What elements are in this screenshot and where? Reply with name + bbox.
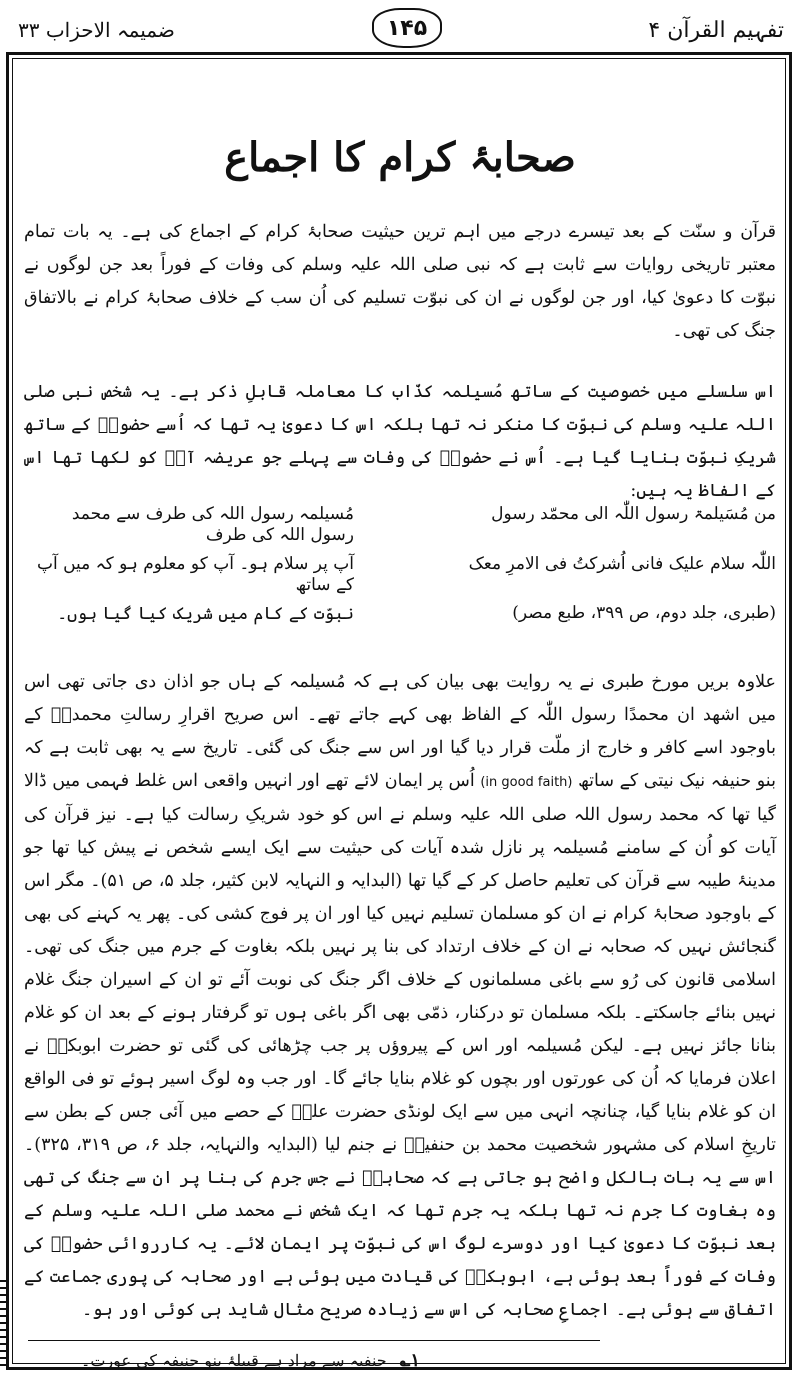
page-number-badge: ۱۴۵: [372, 8, 442, 48]
scan-edge-marks: [0, 1280, 6, 1370]
paragraph-intro: قرآن و سنّت کے بعد تیسرے درجے میں اہم ترین حیثیت صحابۂ کرام کے اجماع کی ہے۔ یہ بات تمام معتبر تاریخی روایات سے ثابت ہے کہ نبی صلی اللہ علیہ وسلم کی وفات کے فوراً بعد جن لوگوں نے نبوّت کا دعویٰ کیا، اور جن لوگوں نے ان کی نبوّت تسلیم کی اُن سب کے خلاف صحابۂ کرام نے بالاتفاق جنگ کی تھی۔: [24, 222, 776, 341]
paragraph-tabari-part-1: علاوہ بریں مورخ طبری نے یہ روایت بھی بیان کی ہے کہ مُسیلمہ کے ہاں جو اذان دی جاتی تھی اس میں اشھد ان محمدًا رسول اللّٰہ کے الفاظ بھی کہے جاتے تھے۔ اس صریح اقرارِ رسالتِ محمدیؐ کے باوجود اسے کافر و خارج از ملّت قرار دیا گیا اور اس سے جنگ کی گئی۔ تاریخ سے یہ بھی ثابت ہے کہ بنو حنیفہ نیک نیتی کے ساتھ: [24, 672, 776, 791]
in-good-faith-note: (in good faith): [480, 775, 573, 790]
footnote-mark: ۱؎: [399, 1350, 420, 1371]
paragraph-musaylima: اس سلسلے میں خصوصیت کے ساتھ مُسیلمہ کذّاب کا معاملہ قابلِ ذکر ہے۔ یہ شخص نبی صلی اللہ علیہ وسلم کی نبوّت کا منکر نہ تھا بلکہ اس کا دعویٰ یہ تھا کہ اُسے حضورؐ کے ساتھ شریکِ نبوّت بنایا گیا ہے۔ اُس نے حضورؐ کی وفات سے پہلے جو عریضہ آپؐ کو لکھا تھا اس کے الفاظ یہ ہیں:: [24, 382, 776, 501]
letter-urdu-line-1: مُسیلمہ رسول اللہ کی طرف سے محمد رسول اللہ کی طرف: [71, 504, 354, 545]
letter-urdu-line-2: آپ پر سلام ہو۔ آپ کو معلوم ہو کہ میں آپ کے ساتھ: [36, 554, 354, 595]
page-header: [10, 8, 790, 48]
footnote: [81, 1350, 420, 1371]
section-title: صحابۂ کرام کا اجماع: [224, 134, 576, 181]
paragraph-tabari-part-2: اُس پر ایمان لائے تھے اور انہیں واقعی اس غلط فہمی میں ڈالا گیا تھا کہ محمد رسول اللہ صلی اللہ علیہ وسلم نے اس کو خود شریکِ رسالت کیا ہے۔ نیز قرآن کی آیات کو اُن کے سامنے مُسیلمہ پر نازل شدہ آیات کی حیثیت سے ایک ایسے شخص نے پیش کیا تھا جو مدینۂ طیبہ سے قرآن کی تعلیم حاصل کر کے گیا تھا (البدایہ و النہایہ لابن کثیر، جلد ۵، ص ۵۱)۔ مگر اس کے باوجود صحابۂ کرام نے ان کو مسلمان تسلیم نہیں کیا اور ان پر فوج کشی کی۔ پھر یہ کہنے کی بھی گنجائش نہیں کہ صحابہ نے ان کے خلاف ارتداد کی بنا پر نہیں بلکہ بغاوت کے جرم میں جنگ کی تھی۔ اسلامی قانون کی رُو سے باغی مسلمانوں کے خلاف اگر جنگ کی نوبت آئے تو ان کے اسیران جنگ غلام نہیں بنائے جاسکتے۔ بلکہ مسلمان تو درکنار، ذمّی بھی اگر باغی ہوں تو گرفتار ہونے کے بعد ان کو غلام بنانا جائز نہیں ہے۔ لیکن مُسیلمہ اور اس کے پیروؤں پر جب چڑھائی کی گئی تو حضرت ابوبکرؓ نے اعلان فرمایا کہ اُن کی عورتوں اور بچوں کو غلام بنایا جائے گا۔ اور جب وہ لوگ اسیر ہوئے تو فی الواقع ان کو غلام بنایا گیا، چنانچہ انہی میں سے ایک لونڈی حضرت علیؓ کے حصے میں آئی جس کے بطن سے تاریخِ اسلام کی مشہور شخصیت محمد بن حنفیہؒ نے جنم لیا (البدایہ والنہایہ، جلد ۶، ص ۳۱۹، ۳۲۵)۔ اس سے یہ بات بالکل واضح ہو جاتی ہے کہ صحابہؓ نے جس جرم کی بنا پر ان سے جنگ کی تھی وہ بغاوت کا جرم نہ تھا بلکہ یہ جرم تھا کہ ایک شخص نے محمد صلی اللہ علیہ وسلم کے بعد نبوّت کا دعویٰ کیا اور دوسرے لوگ اس کی نبوّت پر ایمان لائے۔ یہ کارروائی حضورؐ کی وفات کے فوراً بعد ہوئی ہے، ابوبکرؓ کی قیادت میں ہوئی ہے اور صحابہ کی پوری جماعت کے اتفاق سے ہوئی ہے۔ اجماعِ صحابہ کی اس سے زیادہ صریح مثال شاید ہی کوئی اور ہو۔: [24, 771, 776, 1320]
letter-quote: [24, 503, 776, 675]
supplement-title: ضمیمہ الاحزاب ۳۳: [18, 18, 175, 42]
letter-arabic-line-2: اللّٰہ سلام علیک فانی اُشرکتُ فی الامرِ معک: [468, 554, 776, 574]
letter-urdu-line-3: نبوّت کے کام میں شریک کیا گیا ہوں۔: [57, 604, 354, 624]
letter-arabic-line-1: من مُسَیلمۃ رسول اللّٰہ الی محمّد رسول: [491, 504, 776, 524]
footnote-text: حنفیہ سے مراد ہے قبیلۂ بنو حنیفہ کی عورت۔: [81, 1351, 387, 1370]
footnote-divider: [28, 1340, 600, 1341]
letter-reference: (طبری، جلد دوم، ص ۳۹۹، طبع مصر): [512, 603, 776, 623]
paragraph-tabari: [24, 666, 776, 1327]
book-title: تفہیم القرآن ۴: [648, 18, 784, 43]
